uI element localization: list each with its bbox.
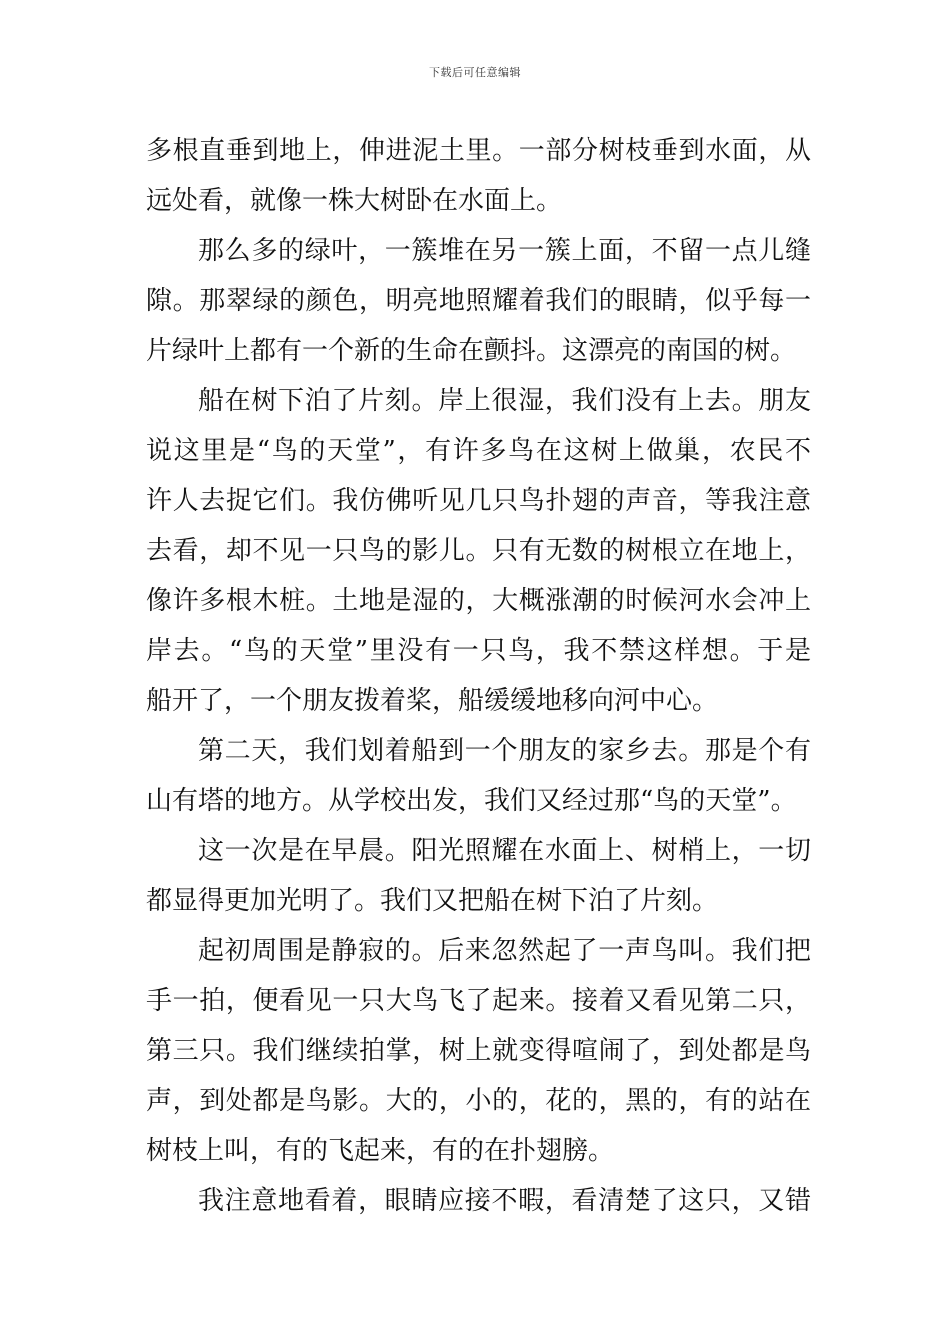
text-line: 去看，却不见一只鸟的影儿。只有无数的树根立在地上， bbox=[146, 536, 811, 566]
text-line: 许人去捉它们。我仿佛听见几只鸟扑翅的声音，等我注意 bbox=[146, 486, 811, 516]
text-line: 那么多的绿叶，一簇堆在另一簇上面，不留一点儿缝 bbox=[198, 236, 811, 266]
text-line: 像许多根木桩。土地是湿的，大概涨潮的时候河水会冲上 bbox=[146, 586, 811, 616]
text-line: 船在树下泊了片刻。岸上很湿，我们没有上去。朋友 bbox=[198, 386, 811, 416]
text-line: 起初周围是静寂的。后来忽然起了一声鸟叫。我们把 bbox=[198, 936, 811, 966]
body-text bbox=[146, 126, 811, 1226]
text-line: 手一拍，便看见一只大鸟飞了起来。接着又看见第二只， bbox=[146, 986, 811, 1016]
text-line: 隙。那翠绿的颜色，明亮地照耀着我们的眼睛，似乎每一 bbox=[146, 286, 811, 316]
text-line: 远处看，就像一株大树卧在水面上。 bbox=[146, 186, 563, 216]
text-line: 我注意地看着，眼睛应接不暇，看清楚了这只，又错 bbox=[198, 1186, 811, 1216]
text-line: 岸去。“鸟的天堂”里没有一只鸟，我不禁这样想。于是 bbox=[146, 636, 811, 666]
text-line: 第二天，我们划着船到一个朋友的家乡去。那是个有 bbox=[198, 736, 811, 766]
text-line: 片绿叶上都有一个新的生命在颤抖。这漂亮的南国的树。 bbox=[146, 336, 797, 366]
page-header: 下载后可任意编辑 bbox=[429, 66, 521, 79]
text-line: 树枝上叫，有的飞起来，有的在扑翅膀。 bbox=[146, 1136, 615, 1166]
text-line: 第三只。我们继续拍掌，树上就变得喧闹了，到处都是鸟 bbox=[146, 1036, 811, 1066]
text-line: 多根直垂到地上，伸进泥土里。一部分树枝垂到水面，从 bbox=[146, 136, 811, 166]
text-line: 这一次是在早晨。阳光照耀在水面上、树梢上，一切 bbox=[198, 836, 811, 866]
text-line: 声，到处都是鸟影。大的，小的，花的，黑的，有的站在 bbox=[146, 1086, 811, 1116]
text-line: 说这里是“鸟的天堂”，有许多鸟在这树上做巢，农民不 bbox=[146, 436, 811, 466]
text-line: 都显得更加光明了。我们又把船在树下泊了片刻。 bbox=[146, 886, 719, 916]
text-line: 山有塔的地方。从学校出发，我们又经过那“鸟的天堂”。 bbox=[146, 786, 797, 816]
text-line: 船开了，一个朋友拨着桨，船缓缓地移向河中心。 bbox=[146, 686, 719, 716]
